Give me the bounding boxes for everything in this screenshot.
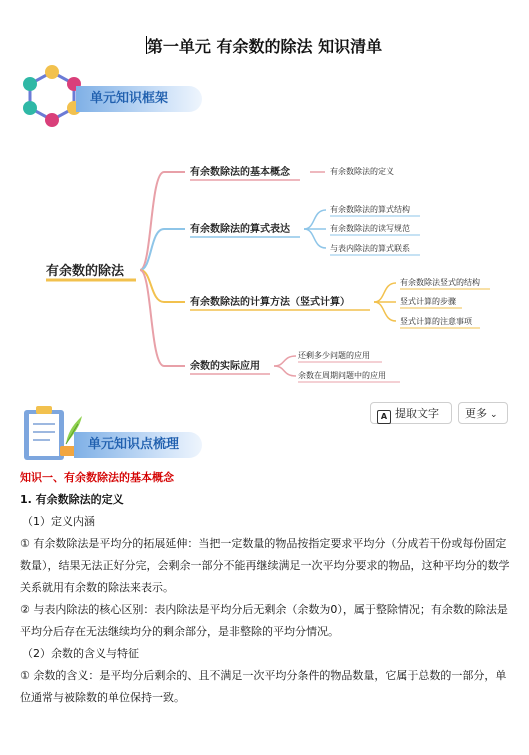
paragraph: ② 与表内除法的核心区别：表内除法是平均分后无剩余（余数为0），属于整除情况；有余数的除法是平均分后存在无法继续均分的剩余部分，是非整除的平均分情况。 <box>20 603 508 638</box>
mm-branch-3: 有余数除法的计算方法（竖式计算） <box>190 297 350 308</box>
mm-leaf-3-3: 竖式计算的注意事项 <box>400 317 472 326</box>
mind-map <box>0 150 529 390</box>
molecule-icon <box>20 64 84 128</box>
paragraph: ① 有余数除法是平均分的拓展延伸：当把一定数量的物品按指定要求平均分（分成若干份或每份固定数量），结果无法正好分完，会剩余一部分不能再继续满足一次平均分要求的物品，这种平均分的数学关系就用有余数的除法来表示。 <box>20 537 510 594</box>
mm-leaf-3-2: 竖式计算的步骤 <box>400 297 456 306</box>
mm-leaf-2-3: 与表内除法的算式联系 <box>330 244 410 253</box>
text-scan-icon: A <box>377 410 391 424</box>
subsubsection-heading: （1）定义内涵 <box>22 515 95 528</box>
more-label: 更多 <box>465 407 487 420</box>
mm-leaf-3-1: 有余数除法竖式的结构 <box>400 278 480 287</box>
mm-leaf-2-1: 有余数除法的算式结构 <box>330 205 410 214</box>
mm-leaf-4-2: 余数在周期问题中的应用 <box>298 371 386 380</box>
mm-leaf-1-1: 有余数除法的定义 <box>330 167 394 176</box>
content-body <box>20 467 512 709</box>
mm-branch-2: 有余数除法的算式表达 <box>190 224 290 235</box>
section-header-label: 单元知识点梳理 <box>88 437 180 452</box>
knowledge-title: 知识一、有余数除法的基本概念 <box>20 471 174 484</box>
text-cursor <box>146 36 147 54</box>
mm-leaf-4-1: 还剩多少问题的应用 <box>298 351 370 360</box>
subsection-heading: 1. 有余数除法的定义 <box>20 493 124 506</box>
mm-branch-4: 余数的实际应用 <box>190 361 260 372</box>
section-header-label: 单元知识框架 <box>90 91 169 106</box>
subsubsection-heading: （2）余数的含义与特征 <box>22 647 139 660</box>
page-title: 第一单元 有余数的除法 知识清单 <box>146 37 383 56</box>
section-header-framework <box>76 86 202 112</box>
more-button[interactable] <box>458 402 508 424</box>
section-header-knowledge <box>74 432 202 458</box>
chevron-down-icon: ⌄ <box>490 410 498 420</box>
mm-branch-1: 有余数除法的基本概念 <box>190 167 290 178</box>
extract-text-label: 提取文字 <box>395 407 439 420</box>
paragraph: ① 余数的含义：是平均分后剩余的、且不满足一次平均分条件的物品数量，它属于总数的一部分，单位通常与被除数的单位保持一致。 <box>20 669 507 704</box>
mm-root: 有余数的除法 <box>46 264 125 279</box>
extract-text-button[interactable] <box>370 402 452 424</box>
mm-leaf-2-2: 有余数除法的读写规范 <box>330 224 410 233</box>
